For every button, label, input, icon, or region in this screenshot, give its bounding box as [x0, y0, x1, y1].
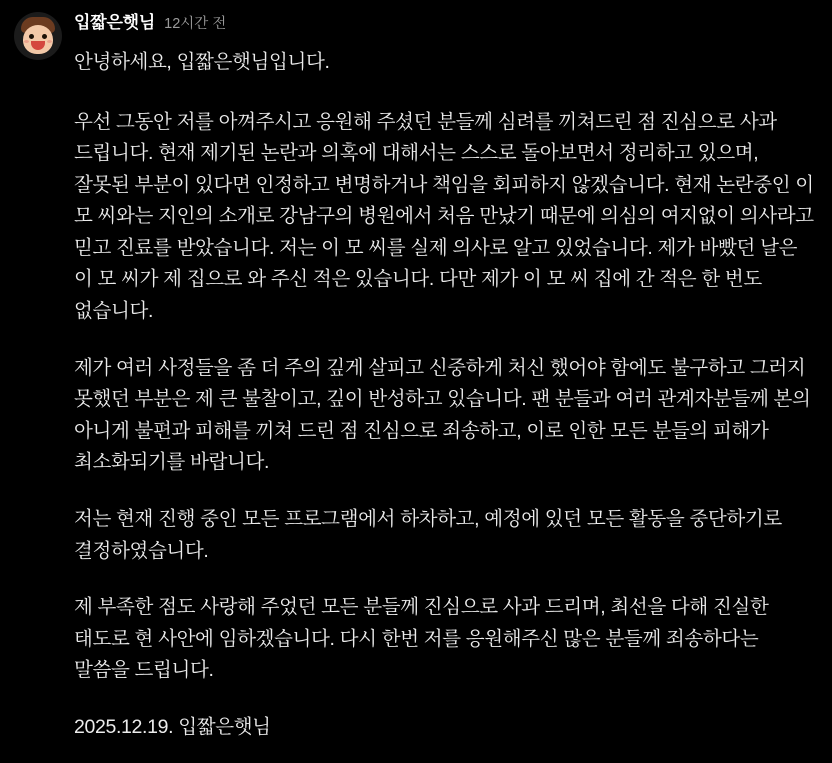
post-timestamp: 12시간 전 [164, 16, 227, 32]
post-paragraph: 안녕하세요, 입짧은햇님입니다. [74, 51, 330, 73]
avatar-column [14, 8, 70, 743]
author-name[interactable]: 입짧은햇님 [74, 13, 156, 32]
post-meta [74, 8, 814, 33]
post-paragraph: 우선 그동안 저를 아껴주시고 응원해 주셨던 분들께 심려를 끼쳐드린 점 진심으로 사과 드립니다. 현재 제기된 논란과 의혹에 대해서는 스스로 돌아보면서 정리하고 있으며, 잘못된 부분이 있다면 인정하고 변명하거나 책임을 회피하지 않겠습니다. 현재 논란중인 이 모 씨와는 지인의 소개로 강남구의 병원에서 처음 만났기 때문에 의심의 여지없이 의사라고 믿고 진료를 받았습니다. 저는 이 모 씨를 실제 의사로 알고 있었습니다. 제가 바빴던 날은 이 모 씨가 제 집으로 와 주신 적은 있습니다. 다만 제가 이 모 씨 집에 간 적은 한 번도 없습니다. [74, 110, 814, 323]
post-paragraph: 저는 현재 진행 중인 모든 프로그램에서 하차하고, 예정에 있던 모든 활동을 중단하기로 결정하였습니다. [74, 507, 782, 562]
post-content [70, 8, 814, 743]
avatar-cheek-right-icon [47, 40, 52, 43]
post-body [74, 47, 814, 743]
avatar-eye-left-icon [29, 34, 34, 39]
post-paragraph: 제 부족한 점도 사랑해 주었던 모든 분들께 진심으로 사과 드리며, 최선을 다해 진실한 태도로 현 사안에 임하겠습니다. 다시 한번 저를 응원해주신 많은 분들께 죄송하다는 말씀을 드립니다. [74, 596, 769, 682]
post-signature: 2025.12.19. 입짧은햇님 [74, 715, 271, 738]
avatar[interactable] [14, 12, 62, 60]
post-paragraph: 제가 여러 사정들을 좀 더 주의 깊게 살피고 신중하게 처신 했어야 함에도 불구하고 그러지 못했던 부분은 제 큰 불찰이고, 깊이 반성하고 있습니다. 팬 분들과 여러 관계자분들께 본의 아니게 불편과 피해를 끼쳐 드린 점 진심으로 죄송하고, 이로 인한 모든 분들의 피해가 최소화되기를 바랍니다. [74, 356, 811, 474]
avatar-eye-right-icon [42, 34, 47, 39]
avatar-cheek-left-icon [24, 40, 29, 43]
